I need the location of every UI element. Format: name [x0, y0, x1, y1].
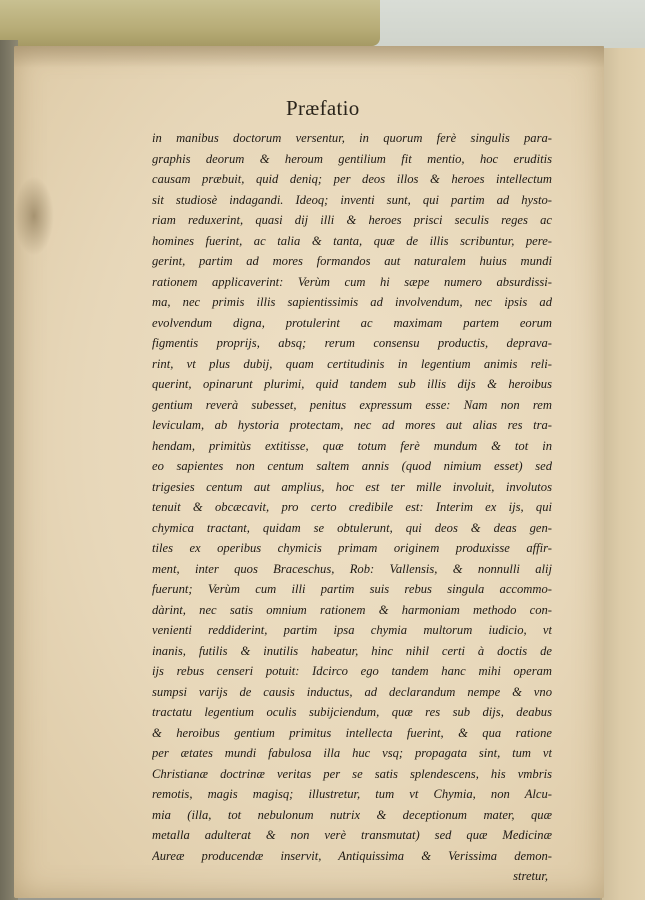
text-line: rint, vt plus dubij, quam certitudinis in legentium animis reli-: [152, 356, 552, 371]
text-line: mia (illa, tot nebulonum nutrix & deceptionum mater, quæ: [152, 807, 552, 822]
body-text: [152, 128, 552, 887]
text-line: venienti reddiderint, partim ipsa chymia multorum iudicio, vt: [152, 623, 552, 637]
text-line: querint, opinarunt plurimi, quid tandem sub illis dijs & heroibus: [152, 377, 552, 391]
text-line: ma, nec primis illis sapientissimis ad involvendum, nec ipsis ad: [152, 295, 552, 309]
text-line: ment, inter quos Braceschus, Rob: Vallensis, & nonnulli alij: [152, 561, 552, 576]
text-line: Christianæ doctrinæ veritas per se satis splendescens, his vmbris: [152, 766, 552, 781]
next-page-edge: [600, 48, 645, 900]
text-line: hendam, primitùs extitisse, quæ totum ferè mundum & tot in: [152, 438, 552, 453]
page-header: Præfatio: [286, 96, 360, 120]
text-line: remotis, magis magisq; illustretur, tum vt Chymia, non Alcu-: [152, 787, 552, 801]
text-line: trigesies centum aut amplius, hoc est ter mille involuit, involutos: [152, 479, 552, 494]
text-line: figmentis proprijs, absq; rerum consensu productis, deprava-: [152, 336, 552, 350]
text-line: riam reduxerint, quasi dij illi & heroes prisci seculis reges ac: [152, 213, 552, 227]
text-line: eo sapientes non centum saltem annis (quod nimium esset) sed: [152, 459, 552, 473]
text-line: & heroibus gentium primitus intellecta fuerint, & qua ratione: [152, 725, 552, 740]
text-line: dàrint, nec satis omnium rationem & harmoniam methodo con-: [152, 602, 552, 617]
text-line: stretur,: [513, 869, 548, 883]
text-line: leviculam, ab hystoria protectam, nec ad mores aut alias res tra-: [152, 418, 552, 432]
text-line: chymica tractant, quidam se obtulerunt, qui deos & deas gen-: [152, 520, 552, 535]
text-line: per ætates mundi fabulosa illa huc vsq; propagata sint, tum vt: [152, 746, 552, 760]
text-line: tiles ex operibus chymicis primam originem produxisse affir-: [152, 541, 552, 555]
text-line: homines fuerint, ac talia & tanta, quæ de illis scribuntur, pere-: [152, 233, 552, 248]
book-cover-edge: [0, 0, 380, 46]
text-line: rationem applicaverint: Verùm cum hi sæpe numero absurdissi-: [152, 274, 552, 289]
text-line: gentium reverà subesset, penitus expressum esse: Nam non rem: [152, 397, 552, 412]
text-line: metalla adulterat & non verè transmutat) sed quæ Medicinæ: [152, 828, 552, 842]
text-line: tenuit & obcæcavit, pro certo credibile est: Interim ex ijs, qui: [152, 500, 552, 514]
text-line: in manibus doctorum versentur, in quorum ferè singulis para-: [152, 131, 552, 145]
text-line: ijs rebus censeri potuit: Idcirco ego tandem hanc mihi operam: [152, 664, 552, 678]
text-line: graphis deorum & heroum gentilium fit mentio, hoc eruditis: [152, 151, 552, 166]
text-line: fuerunt; Verùm cum illi partim suis rebus singula accommo-: [152, 582, 552, 596]
page-stain: [14, 176, 54, 256]
text-line: inanis, futilis & inutilis habeatur, hinc nihil certi à doctis de: [152, 643, 552, 658]
text-line: evolvendum digna, protulerint ac maximam partem eorum: [152, 315, 552, 330]
text-line: sit studiosè indagandi. Ideoq; inventi sunt, qui partim ad hysto-: [152, 192, 552, 207]
text-line: tractatu legentium oculis subijciendum, quæ res sub dijs, deabus: [152, 705, 552, 719]
text-line: causam præbuit, quid deniq; per deos illos & heroes intellectum: [152, 172, 552, 186]
text-line: gerint, partim ad mores formandos aut naturalem huius mundi: [152, 254, 552, 268]
text-line: sumpsi varijs de causis inductus, ad declarandum nempe & vno: [152, 684, 552, 699]
text-line: Aureæ producendæ inservit, Antiquissima & Verissima demon-: [152, 848, 552, 863]
